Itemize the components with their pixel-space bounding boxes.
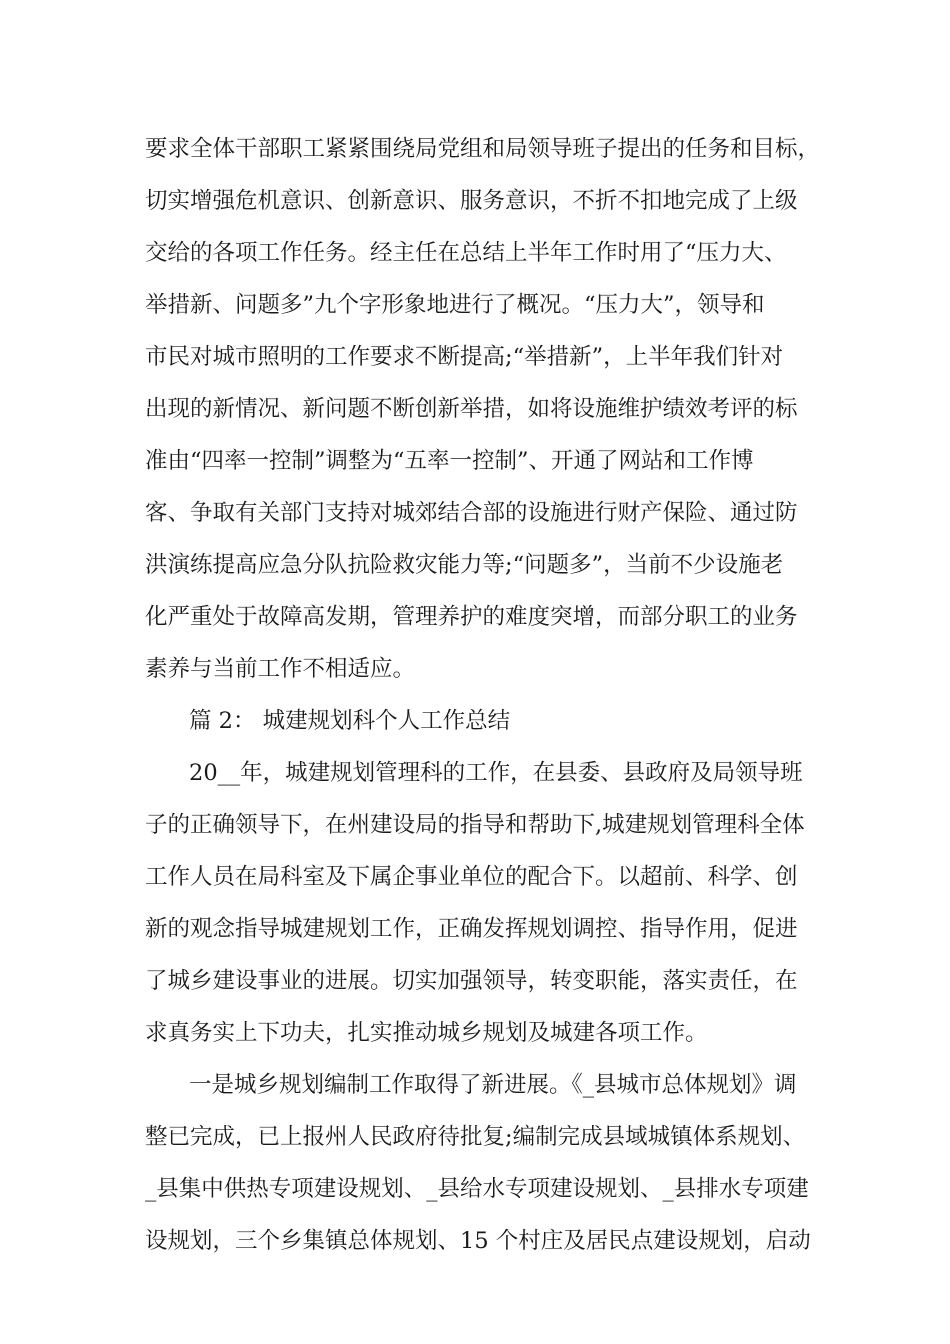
- body-text-line: 设规划，三个乡集镇总体规划、15 个村庄及居民点建设规划，启动: [145, 1228, 811, 1254]
- body-text-line: 市民对城市照明的工作要求不断提高;“举措新”，上半年我们针对: [145, 344, 784, 370]
- paragraph-first-line: 20__年，城建规划管理科的工作，在县委、县政府及局领导班: [189, 760, 803, 786]
- body-text-line: 切实增强危机意识、创新意识、服务意识，不折不扣地完成了上级: [145, 188, 798, 214]
- body-text-line: 子的正确领导下，在州建设局的指导和帮助下,城建规划管理科全体: [145, 812, 805, 838]
- body-text-line: 工作人员在局科室及下属企事业单位的配合下。以超前、科学、创: [145, 864, 798, 890]
- body-text-line: 准由“四率一控制”调整为“五率一控制”、开通了网站和工作博: [145, 448, 754, 474]
- body-text-line: 了城乡建设事业的进展。切实加强领导，转变职能，落实责任，在: [145, 968, 798, 994]
- body-text-line: 客、争取有关部门支持对城郊结合部的设施进行财产保险、通过防: [145, 500, 798, 526]
- section-heading: 篇 2： 城建规划科个人工作总结: [189, 708, 511, 734]
- body-text-line: 交给的各项工作任务。经主任在总结上半年工作时用了“压力大、: [145, 240, 787, 266]
- body-text-line: 整已完成，已上报州人民政府待批复;编制完成县域城镇体系规划、: [145, 1124, 806, 1150]
- body-text-line: 新的观念指导城建规划工作，正确发挥规划调控、指导作用，促进: [145, 916, 798, 942]
- body-text-line: 要求全体干部职工紧紧围绕局党组和局领导班子提出的任务和目标，: [145, 136, 821, 162]
- body-text-line: 洪演练提高应急分队抗险救灾能力等;“问题多”，当前不少设施老: [145, 552, 784, 578]
- paragraph-first-line: 一是城乡规划编制工作取得了新进展。《_县城市总体规划》调: [189, 1072, 797, 1098]
- body-text-line: _县集中供热专项建设规划、_县给水专项建设规划、_县排水专项建: [145, 1176, 809, 1202]
- body-text-line: 出现的新情况、新问题不断创新举措，如将设施维护绩效考评的标: [145, 396, 798, 422]
- body-text-line: 举措新、问题多”九个字形象地进行了概况。“压力大”，领导和: [145, 292, 765, 318]
- body-text-line: 化严重处于故障高发期，管理养护的难度突增，而部分职工的业务: [145, 604, 798, 630]
- body-text-line: 素养与当前工作不相适应。: [145, 656, 416, 682]
- body-text-line: 求真务实上下功夫，扎实推动城乡规划及城建各项工作。: [145, 1020, 708, 1046]
